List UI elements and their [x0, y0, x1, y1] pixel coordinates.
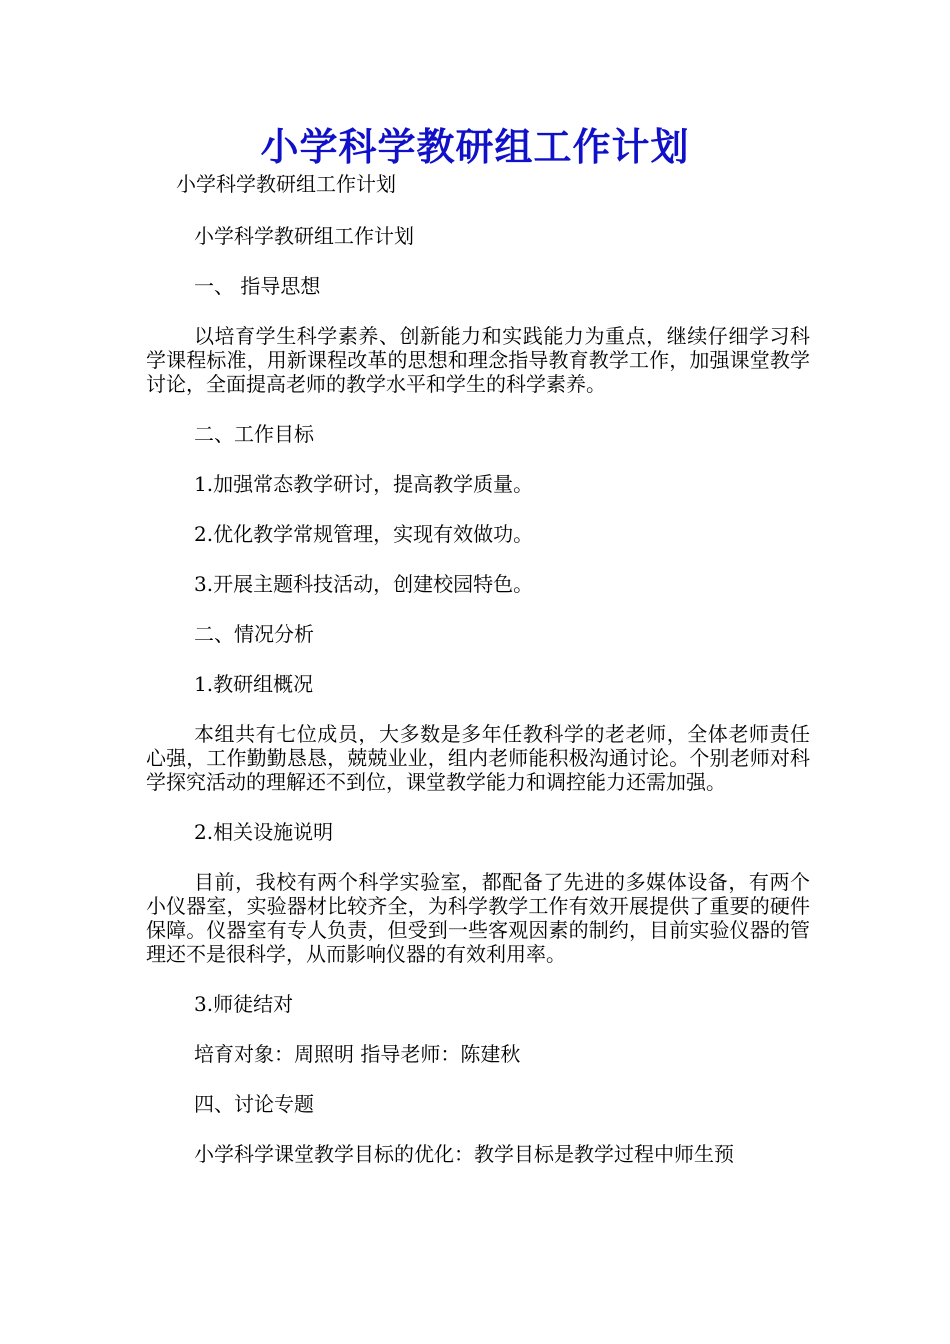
body-paragraph: 本组共有七位成员，大多数是多年任教科学的老老师，全体老师责任心强，工作勤勤恳恳，兢兢业业，组内老师能积极沟通讨论。个别老师对科学探究活动的理解还不到位，课堂教学能力和调控能力还需加强。 [146, 722, 810, 794]
body-paragraph: 培育对象：周照明 指导老师：陈建秋 [194, 1042, 521, 1066]
subsection-heading: 1.教研组概况 [194, 672, 314, 696]
body-paragraph: 小学科学课堂教学目标的优化：教学目标是教学过程中师生预 [194, 1142, 734, 1166]
document-subtitle: 小学科学教研组工作计划 [176, 172, 396, 196]
document-body [146, 172, 810, 1166]
list-item: 1.加强常态教学研讨，提高教学质量。 [194, 472, 534, 496]
paragraph-heading: 小学科学教研组工作计划 [194, 224, 414, 248]
subsection-heading: 3.师徒结对 [194, 992, 294, 1016]
section-heading: 二、情况分析 [194, 622, 314, 646]
subsection-heading: 2.相关设施说明 [194, 820, 334, 844]
body-paragraph: 目前，我校有两个科学实验室，都配备了先进的多媒体设备，有两个小仪器室，实验器材比较齐全，为科学教学工作有效开展提供了重要的硬件保障。仪器室有专人负责，但受到一些客观因素的制约，目前实验仪器的管理还不是很科学，从而影响仪器的有效利用率。 [146, 870, 810, 966]
document-title: 小学科学教研组工作计划 [260, 124, 690, 169]
section-heading: 二、工作目标 [194, 422, 314, 446]
list-item: 2.优化教学常规管理，实现有效做功。 [194, 522, 534, 546]
list-item: 3.开展主题科技活动，创建校园特色。 [194, 572, 534, 596]
body-paragraph: 以培育学生科学素养、创新能力和实践能力为重点，继续仔细学习科学课程标准，用新课程改革的思想和理念指导教育教学工作，加强课堂教学讨论，全面提高老师的教学水平和学生的科学素养。 [146, 324, 810, 396]
section-heading: 四、讨论专题 [194, 1092, 314, 1116]
section-heading: 一、 指导思想 [194, 274, 321, 298]
